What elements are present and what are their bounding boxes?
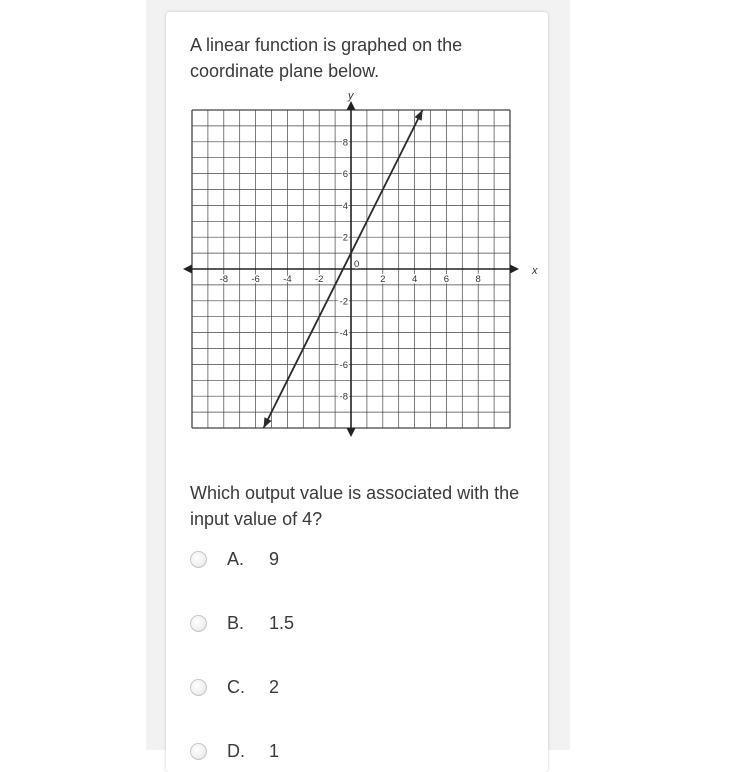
option-d-value: 1 xyxy=(269,741,280,761)
option-c-value: 2 xyxy=(269,677,280,697)
radio-button-d[interactable] xyxy=(190,743,207,760)
radio-button-b[interactable] xyxy=(190,615,207,632)
y-tick-label: 6 xyxy=(342,169,348,181)
option-b-letter: B. xyxy=(227,613,245,633)
question-follow-up: Which output value is associated with the input value of 4? xyxy=(190,483,520,529)
x-tick-label: -4 xyxy=(283,274,292,285)
option-d-letter: D. xyxy=(227,741,245,761)
radio-button-a[interactable] xyxy=(190,551,207,568)
question-prompt: A linear function is graphed on the coordinate plane below. xyxy=(190,35,463,81)
y-tick-label: -8 xyxy=(339,391,348,403)
y-axis-arrow-down xyxy=(347,428,356,437)
option-d[interactable] xyxy=(190,740,490,766)
option-c-letter: C. xyxy=(227,677,245,697)
x-tick-label: 8 xyxy=(475,274,481,285)
y-tick-label: -4 xyxy=(339,328,348,340)
function-line-arrow-start xyxy=(264,417,272,428)
origin-label: 0 xyxy=(354,259,360,270)
y-tick-label: 4 xyxy=(342,200,348,212)
function-line-arrow-end xyxy=(415,110,423,121)
y-tick-label: 8 xyxy=(342,137,348,149)
y-tick-label: 2 xyxy=(342,232,348,244)
option-b[interactable] xyxy=(190,612,490,638)
x-tick-label: -2 xyxy=(314,274,324,285)
y-axis-arrow-up xyxy=(347,101,356,110)
x-axis-arrow-right xyxy=(510,265,519,274)
x-axis-label: x xyxy=(532,265,538,277)
x-tick-label: -6 xyxy=(251,274,260,285)
option-a-value: 9 xyxy=(269,549,280,569)
x-axis-arrow-left xyxy=(183,265,192,274)
option-c[interactable] xyxy=(190,676,490,702)
y-tick-label: -6 xyxy=(339,359,348,371)
radio-button-c[interactable] xyxy=(190,679,207,696)
x-tick-label: 2 xyxy=(380,274,386,285)
y-axis-label: y xyxy=(348,90,354,102)
y-tick-label: -2 xyxy=(339,296,348,308)
x-tick-label: 6 xyxy=(443,274,450,285)
x-tick-label: -8 xyxy=(219,274,229,285)
coordinate-plane-graph xyxy=(166,12,548,452)
question-card xyxy=(166,12,548,772)
option-a-letter: A. xyxy=(227,549,245,569)
option-b-value: 1.5 xyxy=(269,613,295,633)
option-a[interactable] xyxy=(190,548,490,574)
x-tick-label: 4 xyxy=(411,274,418,285)
